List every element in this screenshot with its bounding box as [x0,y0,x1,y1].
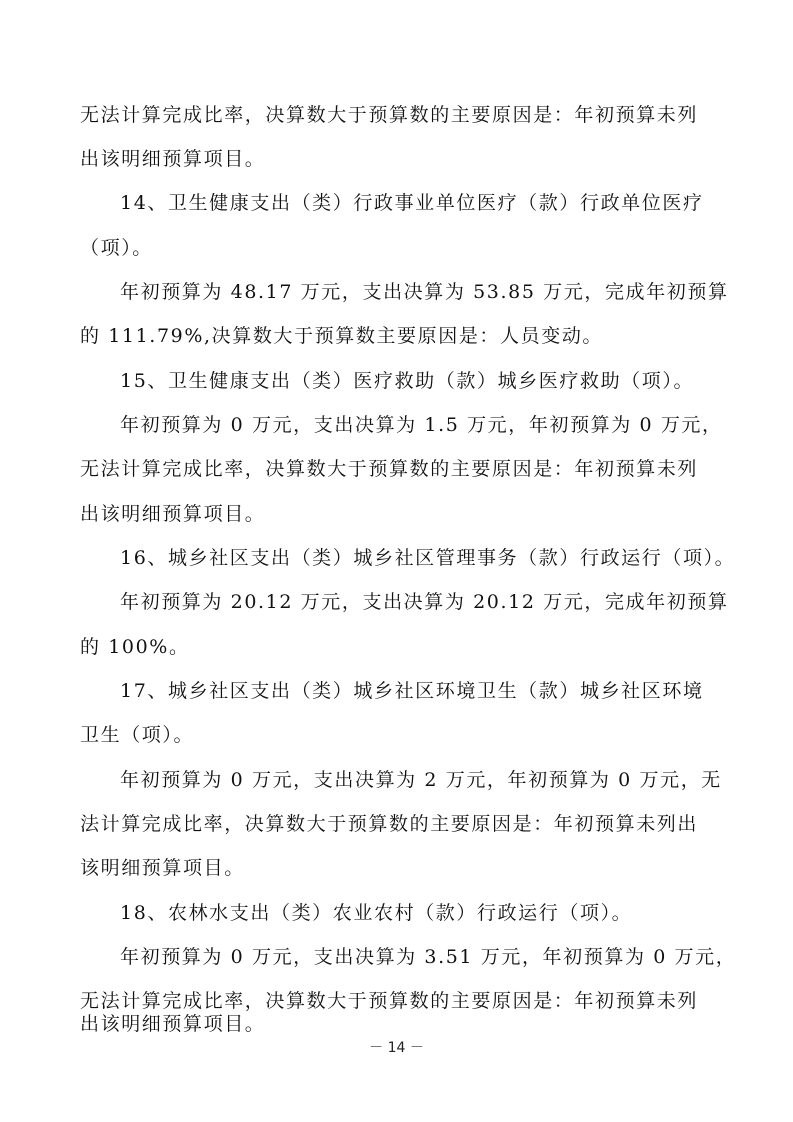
paragraph-line: 年初预算为 0 万元，支出决算为 1.5 万元，年初预算为 0 万元， [120,414,723,436]
item-heading-18: 18、农林水支出（类）农业农村（款）行政运行（项）。 [120,902,633,924]
item-heading-16: 16、城乡社区支出（类）城乡社区管理事务（款）行政运行（项）。 [120,547,736,569]
item-heading-15: 15、卫生健康支出（类）医疗救助（款）城乡医疗救助（项）。 [120,370,695,392]
paragraph-line: 年初预算为 48.17 万元，支出决算为 53.85 万元，完成年初预算 [120,281,729,303]
paragraph-line: 出该明细预算项目。 [80,1013,266,1035]
paragraph-line: 无法计算完成比率，决算数大于预算数的主要原因是：年初预算未列 [80,104,699,126]
paragraph-line: 年初预算为 20.12 万元，支出决算为 20.12 万元，完成年初预算 [120,591,729,613]
page-number: － 14 － [369,1040,424,1056]
paragraph-line: 无法计算完成比率，决算数大于预算数的主要原因是：年初预算未列 [80,458,699,480]
item-heading-17-cont: 卫生（项）。 [80,724,195,746]
paragraph-line: 无法计算完成比率，决算数大于预算数的主要原因是：年初预算未列 [80,990,699,1012]
paragraph-line: 的 111.79%,决算数大于预算数主要原因是：人员变动。 [80,325,604,347]
item-heading-14: 14、卫生健康支出（类）行政事业单位医疗（款）行政单位医疗 [120,192,704,214]
paragraph-line: 年初预算为 0 万元，支出决算为 2 万元，年初预算为 0 万元，无 [120,769,722,791]
paragraph-line: 年初预算为 0 万元，支出决算为 3.51 万元，年初预算为 0 万元， [120,946,737,968]
paragraph-line: 法计算完成比率，决算数大于预算数的主要原因是：年初预算未列出 [80,813,699,835]
paragraph-line: 的 100%。 [80,636,190,658]
paragraph-line: 出该明细预算项目。 [80,503,266,525]
paragraph-line: 出该明细预算项目。 [80,148,266,170]
paragraph-line: 该明细预算项目。 [80,857,245,879]
item-heading-14-cont: （项）。 [80,237,153,259]
item-heading-17: 17、城乡社区支出（类）城乡社区环境卫生（款）城乡社区环境 [120,680,704,702]
